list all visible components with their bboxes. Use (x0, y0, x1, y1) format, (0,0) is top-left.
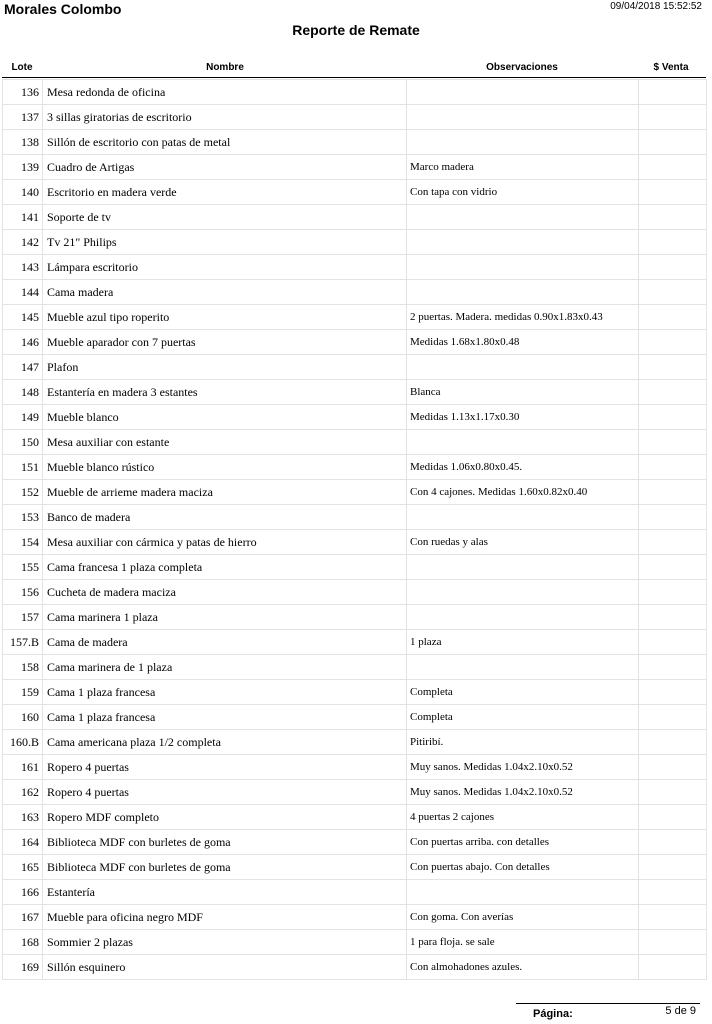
lote-cell: 150 (3, 430, 43, 455)
lote-cell: 162 (3, 780, 43, 805)
table-row (3, 280, 707, 305)
table-row (3, 405, 707, 430)
column-header-lote: Lote (11, 62, 33, 73)
table-row (3, 305, 707, 330)
nombre-cell: Banco de madera (43, 505, 407, 530)
table-row (3, 655, 707, 680)
observaciones-cell: Completa (407, 705, 639, 730)
observaciones-cell: Con ruedas y alas (407, 530, 639, 555)
column-header-nombre: Nombre (206, 62, 244, 73)
observaciones-cell: Blanca (407, 380, 639, 405)
table-row (3, 180, 707, 205)
lote-cell: 139 (3, 155, 43, 180)
table-row (3, 680, 707, 705)
report-timestamp: 09/04/2018 15:52:52 (610, 1, 702, 12)
nombre-cell: Cucheta de madera maciza (43, 580, 407, 605)
nombre-cell: Ropero 4 puertas (43, 780, 407, 805)
nombre-cell: Sillón de escritorio con patas de metal (43, 130, 407, 155)
nombre-cell: Estantería (43, 880, 407, 905)
venta-cell (639, 805, 707, 830)
venta-cell (639, 230, 707, 255)
observaciones-cell (407, 580, 639, 605)
venta-cell (639, 380, 707, 405)
lote-cell: 167 (3, 905, 43, 930)
footer-divider (516, 1003, 700, 1004)
table-row (3, 705, 707, 730)
table-row (3, 455, 707, 480)
table-row (3, 905, 707, 930)
nombre-cell: Cama marinera de 1 plaza (43, 655, 407, 680)
observaciones-cell (407, 605, 639, 630)
venta-cell (639, 530, 707, 555)
nombre-cell: Mesa auxiliar con cármica y patas de hierro (43, 530, 407, 555)
lote-cell: 143 (3, 255, 43, 280)
table-row (3, 955, 707, 980)
lote-cell: 169 (3, 955, 43, 980)
observaciones-cell: Pitiribí. (407, 730, 639, 755)
venta-cell (639, 180, 707, 205)
table-row (3, 430, 707, 455)
table-row (3, 505, 707, 530)
nombre-cell: Ropero MDF completo (43, 805, 407, 830)
nombre-cell: Mueble aparador con 7 puertas (43, 330, 407, 355)
lote-cell: 140 (3, 180, 43, 205)
observaciones-cell: Con 4 cajones. Medidas 1.60x0.82x0.40 (407, 480, 639, 505)
nombre-cell: Cama francesa 1 plaza completa (43, 555, 407, 580)
table-row (3, 855, 707, 880)
lote-cell: 145 (3, 305, 43, 330)
table-row (3, 105, 707, 130)
table-row (3, 930, 707, 955)
observaciones-cell (407, 280, 639, 305)
venta-cell (639, 630, 707, 655)
venta-cell (639, 80, 707, 105)
venta-cell (639, 255, 707, 280)
venta-cell (639, 555, 707, 580)
lote-cell: 159 (3, 680, 43, 705)
venta-cell (639, 330, 707, 355)
venta-cell (639, 955, 707, 980)
report-title: Reporte de Remate (292, 22, 420, 38)
observaciones-cell (407, 230, 639, 255)
venta-cell (639, 155, 707, 180)
nombre-cell: Mueble para oficina negro MDF (43, 905, 407, 930)
observaciones-cell (407, 130, 639, 155)
table-row (3, 205, 707, 230)
lots-table-body (3, 80, 707, 980)
venta-cell (639, 480, 707, 505)
table-row (3, 80, 707, 105)
observaciones-cell (407, 430, 639, 455)
lots-table (2, 79, 707, 980)
observaciones-cell (407, 255, 639, 280)
table-row (3, 555, 707, 580)
nombre-cell: Mueble de arrieme madera maciza (43, 480, 407, 505)
nombre-cell: Cuadro de Artigas (43, 155, 407, 180)
header-divider (2, 77, 706, 78)
nombre-cell: Soporte de tv (43, 205, 407, 230)
venta-cell (639, 930, 707, 955)
lote-cell: 160.B (3, 730, 43, 755)
nombre-cell: Lámpara escritorio (43, 255, 407, 280)
page-number: 5 de 9 (665, 1005, 696, 1017)
observaciones-cell: Con almohadones azules. (407, 955, 639, 980)
lote-cell: 156 (3, 580, 43, 605)
venta-cell (639, 305, 707, 330)
observaciones-cell: 1 para floja. se sale (407, 930, 639, 955)
table-row (3, 130, 707, 155)
venta-cell (639, 280, 707, 305)
observaciones-cell: 4 puertas 2 cajones (407, 805, 639, 830)
table-row (3, 530, 707, 555)
table-row (3, 580, 707, 605)
observaciones-cell (407, 880, 639, 905)
venta-cell (639, 405, 707, 430)
nombre-cell: Cama 1 plaza francesa (43, 680, 407, 705)
lote-cell: 141 (3, 205, 43, 230)
observaciones-cell (407, 80, 639, 105)
venta-cell (639, 430, 707, 455)
table-row (3, 380, 707, 405)
lote-cell: 157 (3, 605, 43, 630)
observaciones-cell (407, 555, 639, 580)
observaciones-cell: Muy sanos. Medidas 1.04x2.10x0.52 (407, 755, 639, 780)
lote-cell: 149 (3, 405, 43, 430)
lote-cell: 163 (3, 805, 43, 830)
table-row (3, 830, 707, 855)
table-row (3, 780, 707, 805)
observaciones-cell: 1 plaza (407, 630, 639, 655)
nombre-cell: Cama 1 plaza francesa (43, 705, 407, 730)
observaciones-cell: Medidas 1.13x1.17x0.30 (407, 405, 639, 430)
venta-cell (639, 455, 707, 480)
lote-cell: 142 (3, 230, 43, 255)
venta-cell (639, 355, 707, 380)
observaciones-cell: Completa (407, 680, 639, 705)
observaciones-cell: Marco madera (407, 155, 639, 180)
lote-cell: 168 (3, 930, 43, 955)
table-row (3, 755, 707, 780)
observaciones-cell (407, 205, 639, 230)
venta-cell (639, 580, 707, 605)
lote-cell: 151 (3, 455, 43, 480)
nombre-cell: Sommier 2 plazas (43, 930, 407, 955)
nombre-cell: Biblioteca MDF con burletes de goma (43, 855, 407, 880)
nombre-cell: Mesa redonda de oficina (43, 80, 407, 105)
table-row (3, 355, 707, 380)
venta-cell (639, 655, 707, 680)
nombre-cell: Tv 21" Philips (43, 230, 407, 255)
lote-cell: 154 (3, 530, 43, 555)
lote-cell: 152 (3, 480, 43, 505)
table-row (3, 730, 707, 755)
table-row (3, 330, 707, 355)
lote-cell: 166 (3, 880, 43, 905)
venta-cell (639, 780, 707, 805)
nombre-cell: Mueble blanco (43, 405, 407, 430)
nombre-cell: Ropero 4 puertas (43, 755, 407, 780)
lote-cell: 161 (3, 755, 43, 780)
venta-cell (639, 830, 707, 855)
page-label: Página: (533, 1008, 573, 1020)
lote-cell: 138 (3, 130, 43, 155)
lote-cell: 144 (3, 280, 43, 305)
observaciones-cell: Medidas 1.06x0.80x0.45. (407, 455, 639, 480)
nombre-cell: Mesa auxiliar con estante (43, 430, 407, 455)
observaciones-cell: 2 puertas. Madera. medidas 0.90x1.83x0.43 (407, 305, 639, 330)
venta-cell (639, 855, 707, 880)
observaciones-cell (407, 105, 639, 130)
nombre-cell: Mueble blanco rústico (43, 455, 407, 480)
lote-cell: 136 (3, 80, 43, 105)
table-row (3, 605, 707, 630)
company-name: Morales Colombo (4, 1, 122, 17)
nombre-cell: Escritorio en madera verde (43, 180, 407, 205)
table-row (3, 155, 707, 180)
lote-cell: 160 (3, 705, 43, 730)
lote-cell: 165 (3, 855, 43, 880)
venta-cell (639, 130, 707, 155)
column-header-observaciones: Observaciones (486, 62, 558, 73)
venta-cell (639, 680, 707, 705)
nombre-cell: Estantería en madera 3 estantes (43, 380, 407, 405)
table-row (3, 880, 707, 905)
observaciones-cell: Con tapa con vidrio (407, 180, 639, 205)
observaciones-cell: Con puertas abajo. Con detalles (407, 855, 639, 880)
venta-cell (639, 705, 707, 730)
lote-cell: 157.B (3, 630, 43, 655)
table-row (3, 805, 707, 830)
venta-cell (639, 505, 707, 530)
nombre-cell: Biblioteca MDF con burletes de goma (43, 830, 407, 855)
lote-cell: 164 (3, 830, 43, 855)
venta-cell (639, 730, 707, 755)
table-row (3, 630, 707, 655)
observaciones-cell (407, 655, 639, 680)
venta-cell (639, 905, 707, 930)
nombre-cell: Cama americana plaza 1/2 completa (43, 730, 407, 755)
lote-cell: 153 (3, 505, 43, 530)
observaciones-cell: Muy sanos. Medidas 1.04x2.10x0.52 (407, 780, 639, 805)
nombre-cell: Sillón esquinero (43, 955, 407, 980)
column-header-venta: $ Venta (653, 62, 689, 73)
lote-cell: 146 (3, 330, 43, 355)
nombre-cell: Plafon (43, 355, 407, 380)
observaciones-cell: Con puertas arriba. con detalles (407, 830, 639, 855)
lote-cell: 155 (3, 555, 43, 580)
nombre-cell: Cama de madera (43, 630, 407, 655)
table-row (3, 480, 707, 505)
lote-cell: 147 (3, 355, 43, 380)
venta-cell (639, 105, 707, 130)
table-row (3, 230, 707, 255)
lote-cell: 158 (3, 655, 43, 680)
venta-cell (639, 880, 707, 905)
venta-cell (639, 605, 707, 630)
observaciones-cell (407, 355, 639, 380)
observaciones-cell: Medidas 1.68x1.80x0.48 (407, 330, 639, 355)
venta-cell (639, 755, 707, 780)
venta-cell (639, 205, 707, 230)
nombre-cell: 3 sillas giratorias de escritorio (43, 105, 407, 130)
nombre-cell: Mueble azul tipo roperito (43, 305, 407, 330)
table-row (3, 255, 707, 280)
lote-cell: 148 (3, 380, 43, 405)
observaciones-cell (407, 505, 639, 530)
lote-cell: 137 (3, 105, 43, 130)
observaciones-cell: Con goma. Con averías (407, 905, 639, 930)
nombre-cell: Cama marinera 1 plaza (43, 605, 407, 630)
nombre-cell: Cama madera (43, 280, 407, 305)
